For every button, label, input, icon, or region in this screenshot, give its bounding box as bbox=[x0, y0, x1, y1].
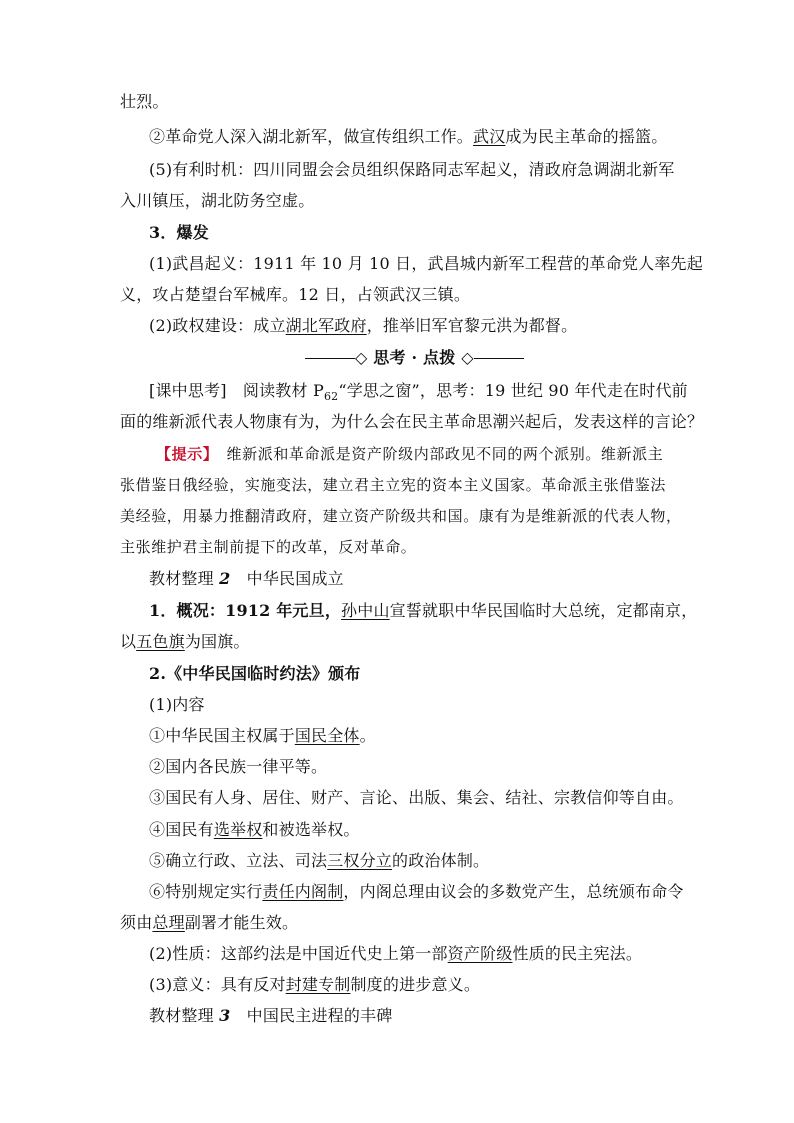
text-line: 义，攻占楚望台军械库。12 日，占领武汉三镇。 bbox=[120, 285, 471, 304]
underlined-key-term: 国民全体 bbox=[294, 726, 360, 745]
diamond-icon: ◇ bbox=[461, 348, 474, 367]
text-line: ③国民有人身、居住、财产、言论、出版、集会、结社、宗教信仰等自由。 bbox=[149, 788, 684, 807]
text-line: (5)有利时机：四川同盟会会员组织保路同志军起义，清政府急调湖北新军 bbox=[149, 160, 675, 179]
text-line: (2)性质：这部约法是中国近代史上第一部资产阶级性质的民主宪法。 bbox=[149, 944, 643, 963]
text-line: 壮烈。 bbox=[120, 92, 169, 111]
underlined-key-term: 责任内阁制 bbox=[262, 882, 344, 901]
text-line: 1．概况：1912 年元旦，孙中山宣誓就职中华民国临时大总统，定都南京， bbox=[149, 601, 698, 620]
underlined-key-term: 封建专制 bbox=[285, 975, 351, 994]
answer-line: 张借鉴日俄经验，实施变法，建立君主立宪的资本主义国家。革命派主张借鉴法 bbox=[120, 476, 667, 494]
text-line: 须由总理副署才能生效。 bbox=[120, 913, 299, 932]
underlined-key-term: 湖北军政府 bbox=[285, 316, 367, 335]
section-heading: 教材整理 2 中华民国成立 bbox=[149, 569, 344, 588]
text-line: ①中华民国主权属于国民全体。 bbox=[149, 726, 376, 745]
underlined-key-term: 五色旗 bbox=[136, 632, 185, 651]
question-line: [课中思考] 阅读教材 $P_{62}“$学思之窗”，思考：19 世纪 90 年代走在时代前 bbox=[149, 381, 688, 403]
underlined-key-term: 资产阶级 bbox=[447, 944, 513, 963]
text-line: (3)意义：具有反对封建专制制度的进步意义。 bbox=[149, 975, 481, 994]
underlined-key-term: 孙中山 bbox=[341, 601, 390, 620]
underlined-key-term: 选举权 bbox=[213, 820, 263, 839]
divider-rule bbox=[474, 358, 524, 359]
section-heading: 教材整理 3 中国民主进程的丰碑 bbox=[149, 1006, 393, 1025]
underlined-key-term: 三权分立 bbox=[327, 851, 393, 870]
answer-line: 主张维护君主制前提下的改革，反对革命。 bbox=[120, 538, 417, 556]
text-line: ②革命党人深入湖北新军，做宣传组织工作。武汉成为民主革命的摇篮。 bbox=[149, 127, 668, 146]
text-line: (1)内容 bbox=[149, 695, 205, 714]
underlined-key-term: 武汉 bbox=[473, 127, 506, 146]
text-line: 以五色旗为国旗。 bbox=[120, 632, 250, 651]
answer-line: 美经验，用暴力推翻清政府，建立资产阶级共和国。康有为是维新派的代表人物， bbox=[120, 507, 682, 525]
text-line: ⑤确立行政、立法、司法三权分立的政治体制。 bbox=[149, 851, 490, 870]
text-line: ⑥特别规定实行责任内阁制，内阁总理由议会的多数党产生，总统颁布命令 bbox=[149, 882, 684, 901]
text-line: ④国民有选举权和被选举权。 bbox=[149, 820, 360, 839]
section-heading: 2.《中华民国临时约法》颁布 bbox=[149, 664, 361, 683]
answer-line: 【提示】 维新派和革命派是资产阶级内部政见不同的两个派别。维新派主 bbox=[156, 445, 664, 463]
divider-rule bbox=[305, 358, 355, 359]
think-divider bbox=[305, 348, 524, 368]
text-line: ②国内各民族一律平等。 bbox=[149, 757, 328, 776]
text-line: (1)武昌起义：1911 年 10 月 10 日，武昌城内新军工程营的革命党人率先起 bbox=[149, 254, 703, 273]
text-line: 入川镇压，湖北防务空虚。 bbox=[120, 191, 315, 210]
tip-label: 【提示】 bbox=[156, 445, 211, 463]
text-line: (2)政权建设：成立湖北军政府，推举旧军官黎元洪为都督。 bbox=[149, 316, 578, 335]
think-title: 思考 · 点拨 bbox=[373, 348, 456, 367]
question-line: 面的维新派代表人物康有为，为什么会在民主革命思潮兴起后，发表这样的言论？ bbox=[120, 412, 704, 431]
section-heading: 3．爆发 bbox=[149, 223, 209, 242]
diamond-icon: ◇ bbox=[355, 348, 368, 367]
underlined-key-term: 总理 bbox=[152, 913, 185, 932]
